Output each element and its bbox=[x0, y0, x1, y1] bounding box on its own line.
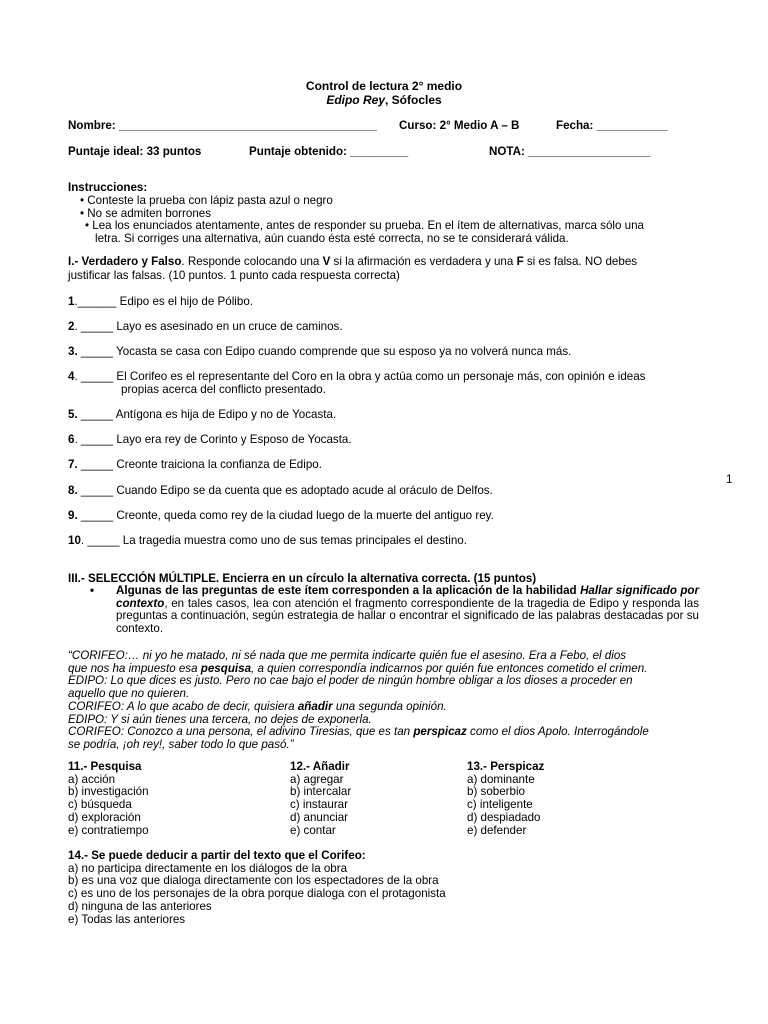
section1-intro bbox=[68, 256, 699, 269]
item-text: _____ Antígona es hija de Edipo y no de Yocasta. bbox=[77, 408, 337, 421]
author-name: , Sófocles bbox=[385, 93, 442, 107]
item-text-continued: propias acerca del conflicto presentado. bbox=[121, 383, 326, 396]
item-text: _____ Creonte traiciona la confianza de Edipo. bbox=[77, 458, 322, 471]
section3-instructions bbox=[116, 585, 699, 636]
section3-instructions-text: , en tales casos, lea con atención el fragmento correspondiente de la tragedia de Edipo y responda las preguntas a continuación, según estrategia de hallar o encontrar el significado de las palabras destacadas por su contexto. bbox=[116, 596, 699, 636]
excerpt-line: “CORIFEO:… ni yo he matado, ni sé nada que me permita indicarte quién fue el asesino. Era a Febo, el dios bbox=[68, 649, 627, 662]
true-false-item bbox=[68, 408, 336, 421]
work-title: Edipo Rey bbox=[326, 93, 385, 107]
true-false-item bbox=[68, 534, 467, 547]
document-title: Control de lectura 2° medio bbox=[305, 79, 463, 93]
true-false-item bbox=[68, 458, 322, 471]
item-text: .______ Edipo es el hijo de Pólibo. bbox=[74, 295, 254, 308]
question-13 bbox=[467, 761, 544, 837]
answer-option[interactable]: b) intercalar bbox=[290, 785, 352, 799]
question-title: 13.- Perspicaz bbox=[467, 760, 545, 773]
question-title: 14.- Se puede deducir a partir del texto que el Corifeo: bbox=[68, 849, 366, 862]
answer-option[interactable]: e) contar bbox=[290, 823, 336, 837]
answer-option[interactable]: d) ninguna de las anteriores bbox=[68, 899, 212, 913]
excerpt-text: una segunda opinión. bbox=[332, 699, 447, 713]
instructions-heading: Instrucciones: bbox=[68, 181, 148, 194]
section1-intro-text: . Responde colocando una bbox=[181, 255, 323, 268]
answer-option[interactable]: c) instaurar bbox=[290, 798, 348, 812]
skill-name: Hallar significado por contexto bbox=[116, 584, 699, 610]
answer-option[interactable]: d) despiadado bbox=[467, 810, 541, 824]
excerpt-text: , a quien correspondía indicarnos por quién fue entonces cometido el crimen. bbox=[251, 661, 648, 675]
instruction-item: • Conteste la prueba con lápiz pasta azul o negro bbox=[80, 194, 333, 207]
item-number: 7. bbox=[68, 458, 78, 471]
true-false-item bbox=[68, 320, 343, 333]
answer-option[interactable]: e) contratiempo bbox=[68, 823, 149, 837]
highlighted-word-anadir: añadir bbox=[297, 699, 333, 713]
item-number: 1 bbox=[68, 295, 75, 308]
excerpt-line: aquello que no quieren. bbox=[68, 687, 190, 701]
excerpt-text: como el dios Apolo. Interrogándole bbox=[466, 725, 649, 739]
section1-intro-line2: justificar las falsas. (10 puntos. 1 punto cada respuesta correcta) bbox=[68, 269, 400, 282]
answer-option[interactable]: e) Todas las anteriores bbox=[68, 912, 186, 926]
true-letter: V bbox=[322, 255, 331, 268]
answer-option[interactable]: b) investigación bbox=[68, 785, 149, 799]
excerpt-text: que nos ha impuesto esa bbox=[68, 661, 201, 675]
answer-option[interactable]: d) exploración bbox=[68, 810, 141, 824]
answer-option[interactable]: b) es una voz que dialoga directamente con los espectadores de la obra bbox=[68, 874, 439, 888]
page-number: 1 bbox=[726, 473, 733, 486]
ideal-score: Puntaje ideal: 33 puntos bbox=[68, 145, 202, 158]
name-field[interactable]: Nombre: ________________________________________ bbox=[68, 119, 377, 132]
item-number: 8. bbox=[68, 484, 78, 497]
question-11 bbox=[68, 761, 149, 837]
true-false-item bbox=[68, 484, 493, 497]
instruction-item: • Lea los enunciados atentamente, antes de responder su prueba. En el ítem de alternativas, marca sólo una bbox=[85, 219, 644, 232]
instruction-item: • No se admiten borrones bbox=[80, 207, 212, 220]
answer-option[interactable]: c) búsqueda bbox=[68, 798, 132, 812]
bullet-icon: • bbox=[90, 584, 95, 597]
item-text: _____ Cuando Edipo se da cuenta que es adoptado acude al oráculo de Delfos. bbox=[77, 484, 493, 497]
answer-option[interactable]: a) dominante bbox=[467, 772, 535, 786]
item-text: . _____ El Corifeo es el representante del Coro en la obra y actúa como un personaje más, con opinión e ideas bbox=[74, 370, 646, 383]
item-number: 5. bbox=[68, 408, 78, 421]
item-text: . _____ La tragedia muestra como uno de sus temas principales el destino. bbox=[80, 534, 467, 547]
item-number: 2 bbox=[68, 320, 75, 333]
course-field: Curso: 2° Medio A – B bbox=[399, 119, 520, 132]
excerpt-line bbox=[68, 701, 699, 714]
grade-field[interactable]: NOTA: ___________________ bbox=[489, 145, 651, 158]
question-12 bbox=[290, 761, 351, 837]
document-subtitle bbox=[0, 93, 768, 107]
excerpt-line: EDIPO: Lo que dices es justo. Pero no cae bajo el poder de ningún hombre obligar a los dioses a proceder en bbox=[68, 674, 633, 688]
question-title: 12.- Añadir bbox=[290, 760, 350, 773]
answer-option[interactable]: b) soberbio bbox=[467, 785, 526, 799]
play-excerpt bbox=[68, 650, 699, 752]
section1-intro-text: si la afirmación es verdadera y una bbox=[330, 255, 517, 268]
question-title: 11.- Pesquisa bbox=[68, 760, 142, 773]
answer-option[interactable]: a) no participa directamente en los diálogos de la obra bbox=[68, 861, 348, 875]
true-false-item bbox=[68, 433, 352, 446]
true-false-item bbox=[68, 370, 645, 383]
answer-option[interactable]: c) inteligente bbox=[467, 798, 533, 812]
section3-heading: III.- SELECCIÓN MÚLTIPLE. Encierra en un círculo la alternativa correcta. (15 puntos) bbox=[68, 572, 537, 585]
section1-heading: I.- Verdadero y Falso bbox=[68, 255, 182, 268]
answer-option[interactable]: a) agregar bbox=[290, 772, 344, 786]
question-14 bbox=[68, 850, 446, 926]
excerpt-text: CORIFEO: A lo que acabo de decir, quisiera bbox=[68, 699, 298, 713]
excerpt-text: CORIFEO: Conozco a una persona, el adivino Tiresias, que es tan bbox=[68, 725, 414, 739]
answer-option[interactable]: c) es uno de los personajes de la obra porque dialoga con el protagonista bbox=[68, 887, 446, 901]
item-number: 3. bbox=[68, 345, 78, 358]
highlighted-word-perspicaz: perspicaz bbox=[413, 725, 467, 739]
item-number: 10 bbox=[68, 534, 81, 547]
true-false-item bbox=[68, 295, 253, 308]
item-text: . _____ Layo era rey de Corinto y Esposo de Yocasta. bbox=[74, 433, 352, 446]
item-text: _____ Yocasta se casa con Edipo cuando comprende que su esposo ya no volverá nunca más. bbox=[77, 345, 572, 358]
item-number: 6 bbox=[68, 433, 75, 446]
answer-option[interactable]: a) acción bbox=[68, 772, 116, 786]
section1-intro-text: si es falsa. NO debes bbox=[523, 255, 638, 268]
item-text: . _____ Layo es asesinado en un cruce de caminos. bbox=[74, 320, 343, 333]
item-number: 4 bbox=[68, 370, 75, 383]
section3-instructions-text: Algunas de las preguntas de este ítem corresponden a la aplicación de la habilidad bbox=[116, 584, 581, 597]
item-number: 9. bbox=[68, 509, 78, 522]
obtained-score-field[interactable]: Puntaje obtenido: _________ bbox=[249, 145, 409, 158]
instruction-item: letra. Si corriges una alternativa, aún cuando ésta esté correcta, no se te considerará válida. bbox=[95, 232, 569, 245]
true-false-item bbox=[68, 509, 494, 522]
true-false-item bbox=[68, 345, 571, 358]
highlighted-word-pesquisa: pesquisa bbox=[200, 661, 252, 675]
excerpt-line: EDIPO: Y si aún tienes una tercera, no dejes de exponerla. bbox=[68, 712, 372, 726]
date-field[interactable]: Fecha: ___________ bbox=[556, 119, 668, 132]
answer-option[interactable]: d) anunciar bbox=[290, 810, 349, 824]
answer-option[interactable]: e) defender bbox=[467, 823, 527, 837]
excerpt-line: se podría, ¡oh rey!, saber todo lo que pasó.” bbox=[68, 737, 294, 751]
false-letter: F bbox=[516, 255, 524, 268]
item-text: _____ Creonte, queda como rey de la ciudad luego de la muerte del antiguo rey. bbox=[77, 509, 494, 522]
